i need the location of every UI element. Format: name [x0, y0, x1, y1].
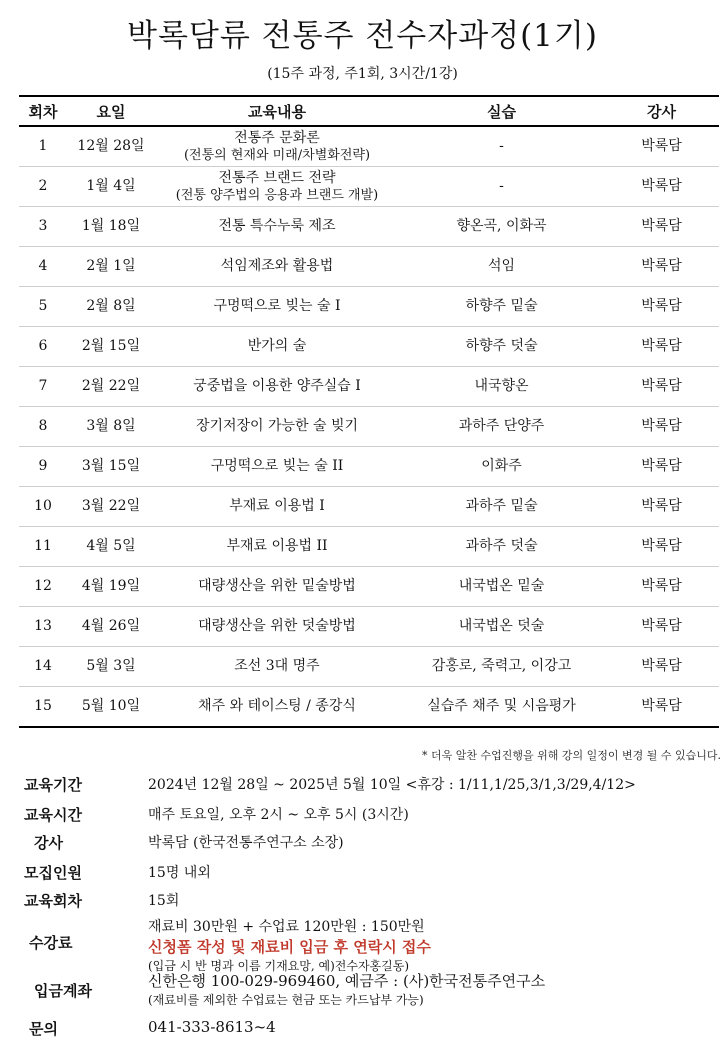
table-row	[19, 287, 719, 327]
table-row	[19, 447, 719, 487]
account-line-2: (재료비를 제외한 수업료는 현금 또는 카드납부 가능)	[148, 993, 424, 1007]
cell-practice: 향온곡, 이화곡	[399, 207, 604, 247]
content-main: 구멍떡으로 빚는 술 II	[210, 458, 344, 474]
table-row	[19, 407, 719, 447]
table-header-row	[19, 96, 719, 126]
cell-practice: -	[399, 167, 604, 207]
table-row	[19, 207, 719, 247]
content-main: 대량생산을 위한 밑술방법	[198, 578, 356, 594]
cell-session: 12	[19, 567, 67, 607]
cell-instructor: 박록담	[604, 447, 719, 487]
content-main: 조선 3대 명주	[234, 658, 320, 674]
cell-practice: 실습주 채주 및 시음평가	[399, 687, 604, 728]
info-value-instructor: 박록담 (한국전통주연구소 소장)	[148, 835, 344, 851]
table-row	[19, 607, 719, 647]
cell-content	[155, 487, 399, 527]
cell-date: 2월 22일	[67, 367, 155, 407]
account-line-1: 신한은행 100-029-969460, 예금주 : (사)한국전통주연구소	[148, 972, 546, 990]
cell-session: 3	[19, 207, 67, 247]
info-row-capacity	[24, 862, 211, 883]
table-row	[19, 527, 719, 567]
info-row-contact	[24, 1018, 276, 1039]
info-value-fee	[148, 916, 431, 974]
content-main: 구멍떡으로 빚는 술 I	[213, 298, 341, 314]
info-row-time	[24, 804, 409, 825]
cell-session: 2	[19, 167, 67, 207]
cell-practice: -	[399, 126, 604, 167]
cell-practice: 석임	[399, 247, 604, 287]
info-value-period: 2024년 12월 28일 ~ 2025년 5월 10일 <휴강 : 1/11,1/25,3/1,3/29,4/12>	[148, 777, 636, 793]
cell-session: 8	[19, 407, 67, 447]
info-row-sessions	[24, 890, 179, 911]
cell-date: 4월 19일	[67, 567, 155, 607]
cell-date: 4월 5일	[67, 527, 155, 567]
cell-content	[155, 126, 399, 167]
table-row	[19, 367, 719, 407]
info-label-instructor: 강사	[34, 834, 63, 852]
content-main: 반가의 술	[247, 338, 307, 354]
cell-instructor: 박록담	[604, 287, 719, 327]
cell-date: 5월 10일	[67, 687, 155, 728]
page-title: 박록담류 전통주 전수자과정(1기)	[127, 18, 598, 54]
cell-date: 2월 1일	[67, 247, 155, 287]
cell-content	[155, 327, 399, 367]
content-sub: (전통의 현재와 미래/차별화전략)	[183, 147, 371, 163]
header-content: 교육내용	[155, 96, 399, 126]
cell-practice: 하향주 밑술	[399, 287, 604, 327]
table-row	[19, 126, 719, 167]
info-row-account	[24, 970, 545, 1008]
cell-session: 4	[19, 247, 67, 287]
cell-session: 7	[19, 367, 67, 407]
cell-content	[155, 687, 399, 728]
cell-instructor: 박록담	[604, 247, 719, 287]
info-label-contact: 문의	[29, 1020, 58, 1038]
cell-practice: 과하주 밑술	[399, 487, 604, 527]
info-label-fee: 수강료	[29, 934, 73, 952]
cell-date: 12월 28일	[67, 126, 155, 167]
cell-content	[155, 247, 399, 287]
table-row	[19, 247, 719, 287]
info-value-sessions: 15회	[148, 893, 180, 909]
cell-instructor: 박록담	[604, 647, 719, 687]
cell-content	[155, 167, 399, 207]
cell-practice: 감홍로, 죽력고, 이강고	[399, 647, 604, 687]
cell-instructor: 박록담	[604, 367, 719, 407]
cell-practice: 내국법온 밑술	[399, 567, 604, 607]
info-row-fee	[24, 916, 431, 974]
cell-instructor: 박록담	[604, 687, 719, 728]
cell-instructor: 박록담	[604, 567, 719, 607]
cell-content	[155, 207, 399, 247]
cell-content	[155, 607, 399, 647]
content-main: 석임제조와 활용법	[220, 258, 334, 274]
cell-content	[155, 287, 399, 327]
cell-practice: 과하주 단양주	[399, 407, 604, 447]
content-main: 전통 특수누룩 제조	[218, 218, 336, 234]
info-value-account	[148, 970, 545, 1008]
cell-session: 1	[19, 126, 67, 167]
cell-content	[155, 527, 399, 567]
info-label-account: 입금계좌	[34, 982, 92, 1000]
cell-session: 5	[19, 287, 67, 327]
cell-date: 3월 22일	[67, 487, 155, 527]
info-value-contact: 041-333-8613~4	[148, 1018, 276, 1036]
schedule-note: * 더욱 알찬 수업진행을 위해 강의 일정이 변경 될 수 있습니다.	[422, 749, 721, 762]
cell-instructor: 박록담	[604, 207, 719, 247]
cell-content	[155, 567, 399, 607]
cell-session: 11	[19, 527, 67, 567]
table-row	[19, 327, 719, 367]
schedule-body	[19, 126, 719, 727]
header-date: 요일	[67, 96, 155, 126]
header-practice: 실습	[399, 96, 604, 126]
schedule-table	[19, 95, 719, 728]
info-label-period: 교육기간	[24, 776, 82, 794]
cell-date: 4월 26일	[67, 607, 155, 647]
info-label-sessions: 교육회차	[24, 892, 82, 910]
cell-session: 15	[19, 687, 67, 728]
cell-date: 3월 15일	[67, 447, 155, 487]
content-main: 전통주 브랜드 전략	[218, 169, 336, 186]
cell-session: 13	[19, 607, 67, 647]
cell-date: 5월 3일	[67, 647, 155, 687]
cell-instructor: 박록담	[604, 126, 719, 167]
fee-line-3: (입금 시 반 명과 이름 기재요망, 예)전수자홍길동)	[148, 959, 409, 973]
page-subtitle: (15주 과정, 주1회, 3시간/1강)	[267, 66, 458, 82]
cell-content	[155, 647, 399, 687]
cell-session: 10	[19, 487, 67, 527]
info-row-period	[24, 774, 636, 795]
cell-content	[155, 447, 399, 487]
info-label-time: 교육시간	[24, 806, 82, 824]
table-row	[19, 647, 719, 687]
content-main: 채주 와 테이스팅 / 종강식	[198, 698, 356, 714]
content-sub: (전통 양주법의 응용과 브랜드 개발)	[175, 187, 379, 203]
cell-instructor: 박록담	[604, 167, 719, 207]
fee-line-1: 재료비 30만원 + 수업료 120만원 : 150만원	[148, 919, 425, 935]
cell-instructor: 박록담	[604, 327, 719, 367]
table-row	[19, 487, 719, 527]
content-main: 대량생산을 위한 덧술방법	[198, 618, 356, 634]
content-main: 부재료 이용법 I	[229, 498, 325, 514]
info-label-capacity: 모집인원	[24, 864, 82, 882]
cell-session: 14	[19, 647, 67, 687]
cell-instructor: 박록담	[604, 407, 719, 447]
info-row-instructor	[24, 832, 344, 853]
cell-content	[155, 407, 399, 447]
fee-line-2: 신청폼 작성 및 재료비 입금 후 연락시 접수	[148, 938, 431, 956]
cell-practice: 내국법온 덧술	[399, 607, 604, 647]
content-main: 부재료 이용법 II	[226, 538, 328, 554]
content-main: 궁중법을 이용한 양주실습 I	[193, 378, 361, 394]
header-session: 회차	[19, 96, 67, 126]
cell-practice: 이화주	[399, 447, 604, 487]
cell-date: 2월 8일	[67, 287, 155, 327]
cell-instructor: 박록담	[604, 607, 719, 647]
header-instructor: 강사	[604, 96, 719, 126]
info-value-capacity: 15명 내외	[148, 865, 211, 881]
content-main: 전통주 문화론	[234, 129, 320, 146]
cell-practice: 하향주 덧술	[399, 327, 604, 367]
cell-session: 6	[19, 327, 67, 367]
cell-date: 1월 4일	[67, 167, 155, 207]
cell-practice: 과하주 덧술	[399, 527, 604, 567]
cell-content	[155, 367, 399, 407]
cell-practice: 내국향온	[399, 367, 604, 407]
cell-date: 3월 8일	[67, 407, 155, 447]
cell-session: 9	[19, 447, 67, 487]
table-row	[19, 687, 719, 728]
cell-date: 1월 18일	[67, 207, 155, 247]
cell-instructor: 박록담	[604, 487, 719, 527]
content-main: 장기저장이 가능한 술 빚기	[195, 418, 359, 434]
cell-instructor: 박록담	[604, 527, 719, 567]
cell-date: 2월 15일	[67, 327, 155, 367]
table-row	[19, 567, 719, 607]
table-row	[19, 167, 719, 207]
info-value-time: 매주 토요일, 오후 2시 ~ 오후 5시 (3시간)	[148, 807, 409, 823]
